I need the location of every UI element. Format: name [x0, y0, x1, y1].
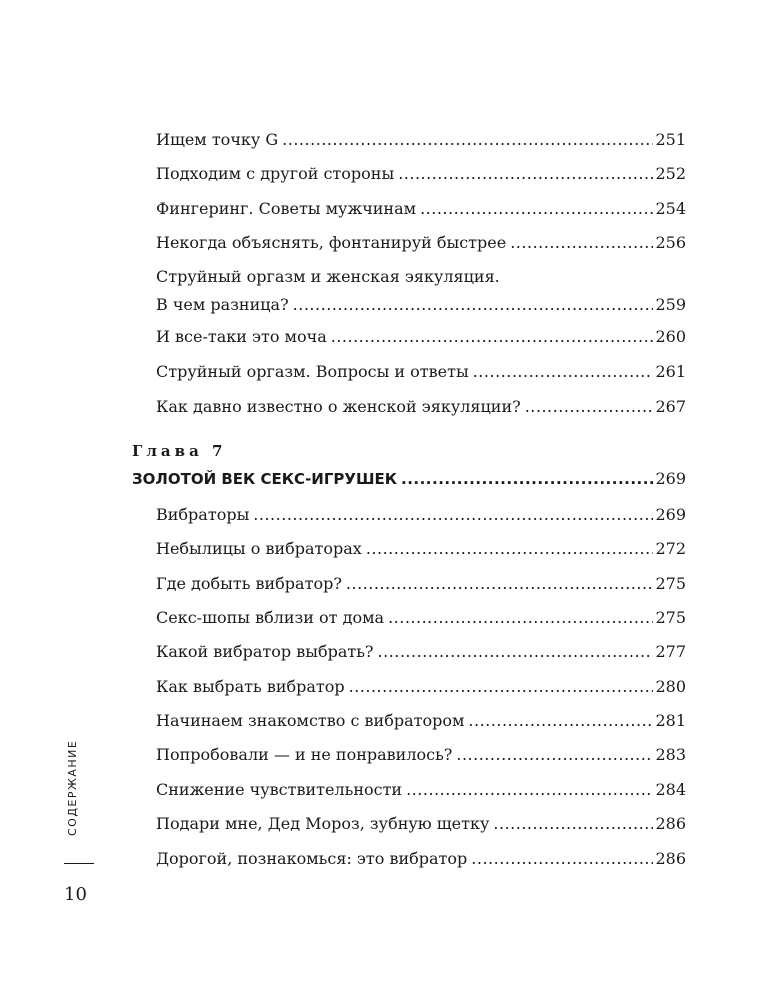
toc-entry-title: Как давно известно о женской эякуляции?	[156, 397, 521, 416]
dot-leader	[331, 326, 654, 348]
dot-leader	[349, 676, 654, 698]
toc-entry	[156, 538, 686, 560]
toc-entry-title: И все-таки это моча	[156, 327, 327, 346]
toc-entry	[156, 744, 686, 766]
dot-leader	[468, 710, 653, 732]
toc-entry	[156, 607, 686, 629]
toc-entry	[156, 361, 686, 383]
toc-entry	[156, 710, 686, 732]
toc-entry-page: 251	[655, 130, 686, 149]
toc-entry-title-line1: Струйный оргазм и женская эякуляция.	[156, 267, 500, 286]
dot-leader	[366, 538, 654, 560]
toc-entry	[156, 779, 686, 801]
page-number: 10	[64, 884, 87, 905]
toc-entry	[156, 396, 686, 418]
dot-leader	[253, 504, 653, 526]
toc-entry-title: Фингеринг. Советы мужчинам	[156, 199, 417, 218]
chapter-title: ЗОЛОТОЙ ВЕК СЕКС-ИГРУШЕК	[132, 470, 397, 488]
section-side-label: СОДЕРЖАНИЕ	[66, 739, 79, 836]
dot-leader	[473, 361, 654, 383]
dot-leader	[420, 198, 653, 220]
toc-entry-title: Секс-шопы вблизи от дома	[156, 608, 385, 627]
dot-leader	[406, 779, 653, 801]
toc-entry	[156, 676, 686, 698]
toc-entry-page: 284	[655, 780, 686, 799]
dot-leader	[471, 848, 653, 870]
dot-leader	[346, 573, 654, 595]
toc-entry-page: 252	[655, 164, 686, 183]
toc-entry	[156, 641, 686, 663]
dot-leader	[378, 641, 654, 663]
dot-leader	[510, 232, 653, 254]
toc-entry	[156, 848, 686, 870]
toc-entry-page: 286	[655, 814, 686, 833]
toc-entry-title: Некогда объяснять, фонтанируй быстрее	[156, 233, 507, 252]
toc-entry-title: Подходим с другой стороны	[156, 164, 395, 183]
toc-entry-page: 261	[655, 362, 686, 381]
footer-rule	[64, 863, 94, 864]
toc-entry	[156, 266, 686, 316]
toc-entry	[156, 813, 686, 835]
toc-entry	[156, 232, 686, 254]
dot-leader	[282, 129, 653, 151]
toc-entry-title: Ищем точку G	[156, 130, 279, 149]
toc-entry-page: 280	[655, 677, 686, 696]
toc-entry-page: 277	[655, 642, 686, 661]
chapter-label: Глава 7	[132, 442, 227, 460]
dot-leader	[493, 813, 653, 835]
toc-entry-title: Небылицы о вибраторах	[156, 539, 362, 558]
toc-entry-page: 256	[655, 233, 686, 252]
toc-entry-page: 269	[655, 505, 686, 524]
toc-entry	[156, 573, 686, 595]
toc-entry-title: Начинаем знакомство с вибратором	[156, 711, 465, 730]
toc-entry-page: 259	[655, 295, 686, 314]
toc-entry-page: 260	[655, 327, 686, 346]
toc-entry	[156, 326, 686, 348]
toc-entry-title: Струйный оргазм. Вопросы и ответы	[156, 362, 469, 381]
toc-entry-title: Как выбрать вибратор	[156, 677, 345, 696]
toc-entry-page: 254	[655, 199, 686, 218]
toc-entry	[156, 163, 686, 185]
toc-entry-title: Где добыть вибратор?	[156, 574, 342, 593]
toc-entry-page: 275	[655, 574, 686, 593]
toc-entry-page: 281	[655, 711, 686, 730]
chapter-page: 269	[655, 469, 686, 488]
toc-entry-title: Дорогой, познакомься: это вибратор	[156, 849, 468, 868]
toc-entry-title: Какой вибратор выбрать?	[156, 642, 374, 661]
toc-entry-title: В чем разница?	[156, 295, 289, 314]
toc-entry-page: 286	[655, 849, 686, 868]
toc-entry	[156, 198, 686, 220]
toc-entry	[156, 504, 686, 526]
dot-leader	[293, 294, 654, 316]
dot-leader	[401, 468, 653, 490]
toc-entry-page: 275	[655, 608, 686, 627]
dot-leader	[388, 607, 653, 629]
toc-entry-title: Подари мне, Дед Мороз, зубную щетку	[156, 814, 490, 833]
toc-entry-title: Снижение чувствительности	[156, 780, 403, 799]
dot-leader	[398, 163, 653, 185]
toc-entry-title: Вибраторы	[156, 505, 250, 524]
toc-entry-page: 283	[655, 745, 686, 764]
dot-leader	[456, 744, 653, 766]
toc-entry-title: Попробовали — и не понравилось?	[156, 745, 453, 764]
toc-entry-page: 272	[655, 539, 686, 558]
chapter-title-entry	[132, 468, 686, 490]
dot-leader	[525, 396, 654, 418]
toc-entry	[156, 129, 686, 151]
toc-entry-page: 267	[655, 397, 686, 416]
